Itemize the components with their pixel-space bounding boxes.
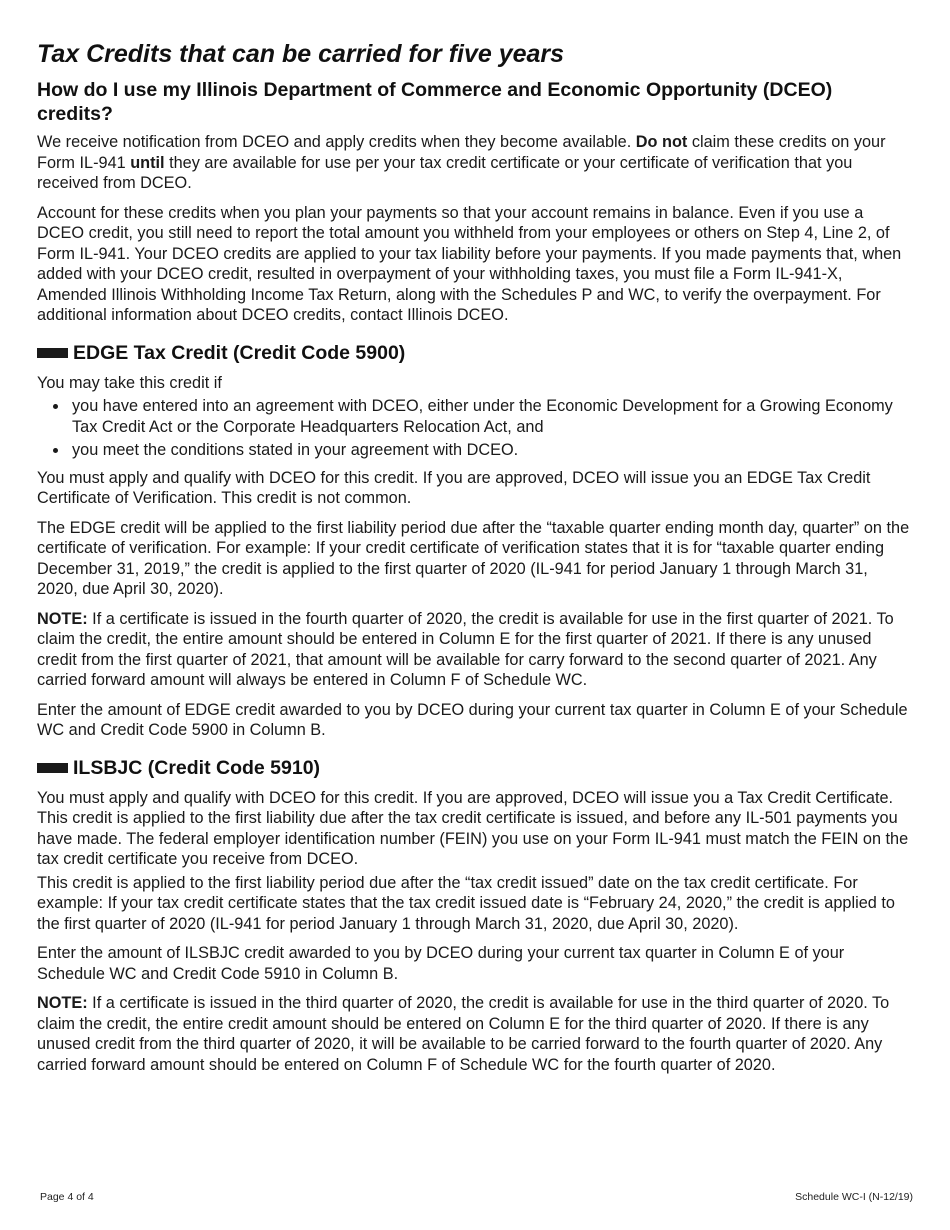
list-item: • you meet the conditions stated in your agreement with DCEO. — [69, 440, 913, 461]
form-id: Schedule WC-I (N-12/19) — [795, 1191, 913, 1203]
section-bar-icon — [37, 763, 68, 773]
ilsbjc-paragraph-1: You must apply and qualify with DCEO for this credit. If you are approved, DCEO will issue you a Tax Credit Certificate. This credit is applied to the first liability due after the tax credit certificate is issued, and before any IL-501 payments you have made. The federal employer identification number (FEIN) you use on your Form IL-941 must match the FEIN on the tax credit certificate you receive from DCEO. — [37, 788, 909, 868]
edge-paragraph-1: You must apply and qualify with DCEO for this credit. If you are approved, DCEO will issue you an EDGE Tax Credit Certificate of Verification. This credit is not common. — [37, 468, 871, 507]
section-bar-icon — [37, 348, 68, 358]
edge-note: NOTE: If a certificate is issued in the fourth quarter of 2020, the credit is available for use in the first quarter of 2021. To claim the credit, the entire amount should be entered in Column E for the first quarter of 2021. If there is any unused credit from the first quarter of 2021, that amount will be available for carry forward to the second quarter of 2021. Any carried forward amount will always be entered in Column F of Schedule WC. — [37, 609, 894, 689]
ilsbjc-note: NOTE: If a certificate is issued in the third quarter of 2020, the credit is available for use in the third quarter of 2020. To claim the credit, the entire credit amount should be entered on Column E for the third quarter of 2020. If there is any unused credit from the third quarter of 2020, it will be available to be carried forward to the fourth quarter of 2020. Any carried forward amount should be entered on Column F of Schedule WC for the fourth quarter of 2020. — [37, 994, 890, 1074]
ilsbjc-heading: ILSBJC (Credit Code 5910) — [37, 756, 913, 780]
edge-paragraph-3: Enter the amount of EDGE credit awarded to you by DCEO during your current tax quarter in Column E of your Schedule WC and Credit Code 5900 in Column B. — [37, 700, 908, 739]
dceo-paragraph-1: We receive notification from DCEO and apply credits when they become available. Do not claim these credits on your Form IL-941 until they are available for use per your tax credit certificate or your certificate of verification that you received from DCEO. — [37, 133, 886, 192]
edge-conditions-list — [37, 396, 913, 461]
edge-heading: EDGE Tax Credit (Credit Code 5900) — [37, 341, 913, 365]
page-title: Tax Credits that can be carried for five years — [37, 40, 565, 68]
dceo-paragraph-2: Account for these credits when you plan your payments so that your account remains in balance. Even if you use a DCEO credit, you still need to report the total amount you withheld from your employees or others on Step 4, Line 2, of Form IL-941. Your DCEO credits are applied to your tax liability before your payments. If you made payments that, when added with your DCEO credit, resulted in overpayment of your withholding taxes, you must file a Form IL-941-X, Amended Illinois Withholding Income Tax Return, along with the Schedules P and WC, to verify the overpayment. For additional information about DCEO credits, contact Illinois DCEO. — [37, 203, 902, 324]
document-page — [37, 38, 913, 1084]
edge-paragraph-2: The EDGE credit will be applied to the first liability period due after the “taxable quarter ending month day, quarter” on the certificate of verification. For example: If your credit certificate of verification states that it is for “taxable quarter ending December 31, 2019,” the credit is applied to the first quarter of 2020 (IL-941 for period January 1 through March 31, 2020, due April 30, 2020). — [37, 518, 910, 598]
dceo-heading: How do I use my Illinois Department of Commerce and Economic Opportunity (DCEO) credits? — [37, 79, 833, 125]
edge-intro: You may take this credit if — [37, 373, 222, 392]
page-footer — [40, 1191, 913, 1203]
ilsbjc-paragraph-3: Enter the amount of ILSBJC credit awarded to you by DCEO during your current tax quarter in Column E of your Schedule WC and Credit Code 5910 in Column B. — [37, 944, 845, 983]
list-item: • you have entered into an agreement with DCEO, either under the Economic Development for a Growing Economy Tax Credit Act or the Corporate Headquarters Relocation Act, and — [69, 396, 913, 437]
page-number: Page 4 of 4 — [40, 1191, 94, 1203]
ilsbjc-paragraph-2: This credit is applied to the first liability period due after the “tax credit issued” date on the tax credit certificate. For example: If your tax credit certificate states that the tax credit issued date is “February 24, 2020,” the credit is applied to the first quarter of 2020 (IL-941 for period January 1 through March 31, 2020, due April 30, 2020). — [37, 873, 895, 933]
